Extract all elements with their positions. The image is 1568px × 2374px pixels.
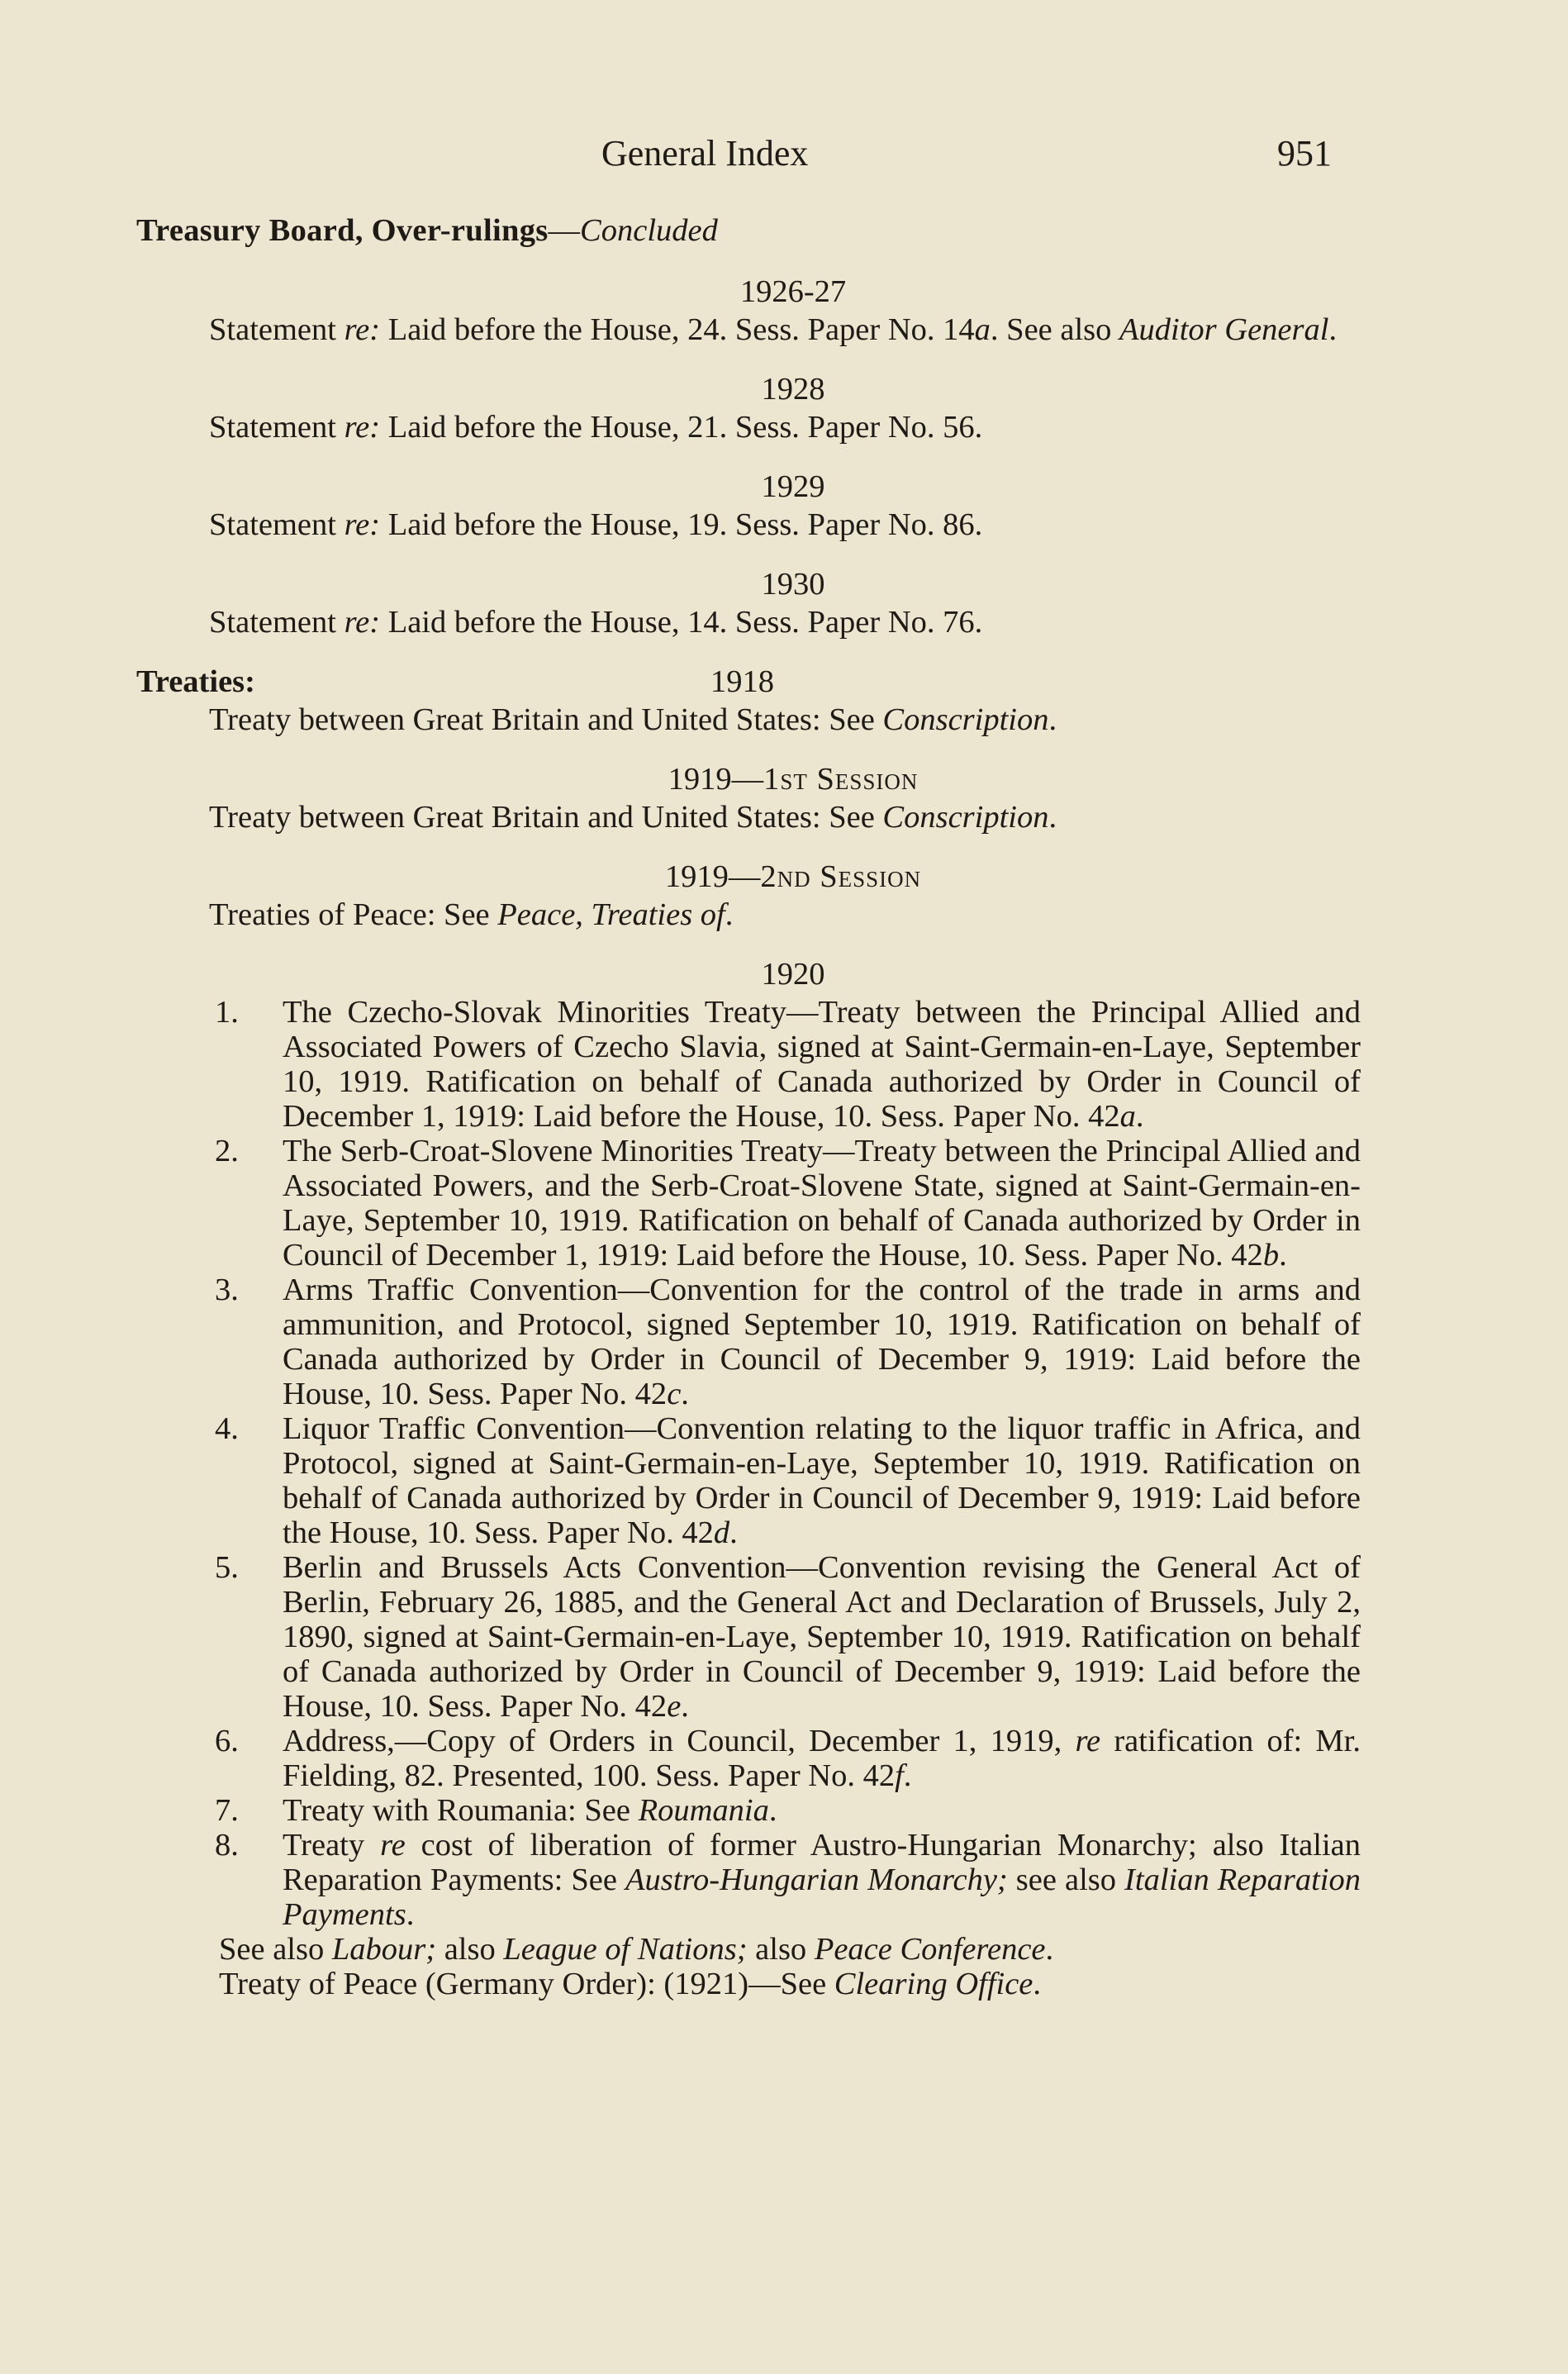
index-entry: Treaty between Great Britain and United States: See Conscription.	[209, 800, 1057, 835]
year-heading: 1919—2nd Session	[664, 859, 922, 894]
see-also-entry: See also Labour; also League of Nations; also Peace Conference.	[219, 1932, 1054, 1967]
index-entry: Treaty between Great Britain and United States: See Conscription.	[209, 702, 1057, 737]
list-item: 1. The Czecho-Slovak Minorities Treaty—Treaty between the Principal Allied and Associated Powers of Czecho Slavia, signed at Saint-Germain-en-Laye, September 10, 1919. Ratification on behalf of Canada authorized by Order in Council of December 1, 1919: Laid before the House, 10. Sess. Paper No. 42a.	[215, 995, 1361, 1134]
list-item: 6. Address,—Copy of Orders in Council, December 1, 1919, re ratification of: Mr. Fielding, 82. Presented, 100. Sess. Paper No. 42f.	[215, 1724, 1361, 1793]
index-entry: Statement re: Laid before the House, 19. Sess. Paper No. 86.	[209, 507, 983, 542]
list-item: 8. Treaty re cost of liberation of former Austro-Hungarian Monarchy; also Italian Reparation Payments: See Austro-Hungarian Monarchy; see also Italian Reparation Payments.	[215, 1828, 1361, 1932]
page-number: 951	[1277, 133, 1332, 174]
year-heading: 1919—1st Session	[668, 762, 919, 797]
treaties-heading: Treaties:	[136, 664, 255, 699]
list-item: 5. Berlin and Brussels Acts Convention—Convention revising the General Act of Berlin, February 26, 1885, and the General Act and Declaration of Brussels, July 2, 1890, signed at Saint-Germain-en-Laye, September 10, 1919. Ratification on behalf of Canada authorized by Order in Council of December 9, 1919: Laid before the House, 10. Sess. Paper No. 42e.	[215, 1550, 1361, 1724]
running-title: General Index	[601, 133, 809, 174]
index-entry: Treaties of Peace: See Peace, Treaties of.	[209, 897, 734, 932]
year-heading: 1926-27	[739, 274, 847, 309]
list-item: 3. Arms Traffic Convention—Convention for the control of the trade in arms and ammunition, and Protocol, signed September 10, 1919. Ratification on behalf of Canada authorized by Order in Council of December 9, 1919: Laid before the House, 10. Sess. Paper No. 42c.	[215, 1273, 1361, 1411]
page-header	[0, 132, 1568, 182]
year-heading: 1928	[761, 372, 825, 407]
index-entry: Statement re: Laid before the House, 24. Sess. Paper No. 14a. See also Auditor General.	[209, 312, 1338, 347]
year-heading: 1918	[710, 664, 774, 699]
year-heading: 1920	[761, 957, 825, 992]
entry-heading-treaties	[136, 664, 1376, 699]
list-item: 7. Treaty with Roumania: See Roumania.	[215, 1793, 777, 1828]
index-content	[136, 213, 1376, 2001]
year-heading: 1929	[761, 469, 825, 504]
treaty-of-peace-entry: Treaty of Peace (Germany Order): (1921)—See Clearing Office.	[219, 1967, 1042, 2001]
year-heading: 1930	[761, 567, 825, 602]
index-entry: Statement re: Laid before the House, 21. Sess. Paper No. 56.	[209, 410, 983, 445]
treaty-list	[136, 995, 1376, 1932]
list-item: 2. The Serb-Croat-Slovene Minorities Treaty—Treaty between the Principal Allied and Associated Powers, and the Serb-Croat-Slovene State, signed at Saint-Germain-en-Laye, September 10, 1919. Ratification on behalf of Canada authorized by Order in Council of December 1, 1919: Laid before the House, 10. Sess. Paper No. 42b.	[215, 1134, 1361, 1273]
entry-heading-treasury-board: Treasury Board, Over-rulings—Concluded	[136, 213, 718, 248]
index-entry: Statement re: Laid before the House, 14. Sess. Paper No. 76.	[209, 605, 983, 640]
list-item: 4. Liquor Traffic Convention—Convention relating to the liquor traffic in Africa, and Protocol, signed at Saint-Germain-en-Laye, September 10, 1919. Ratification on behalf of Canada authorized by Order in Council of December 9, 1919: Laid before the House, 10. Sess. Paper No. 42d.	[215, 1411, 1361, 1550]
